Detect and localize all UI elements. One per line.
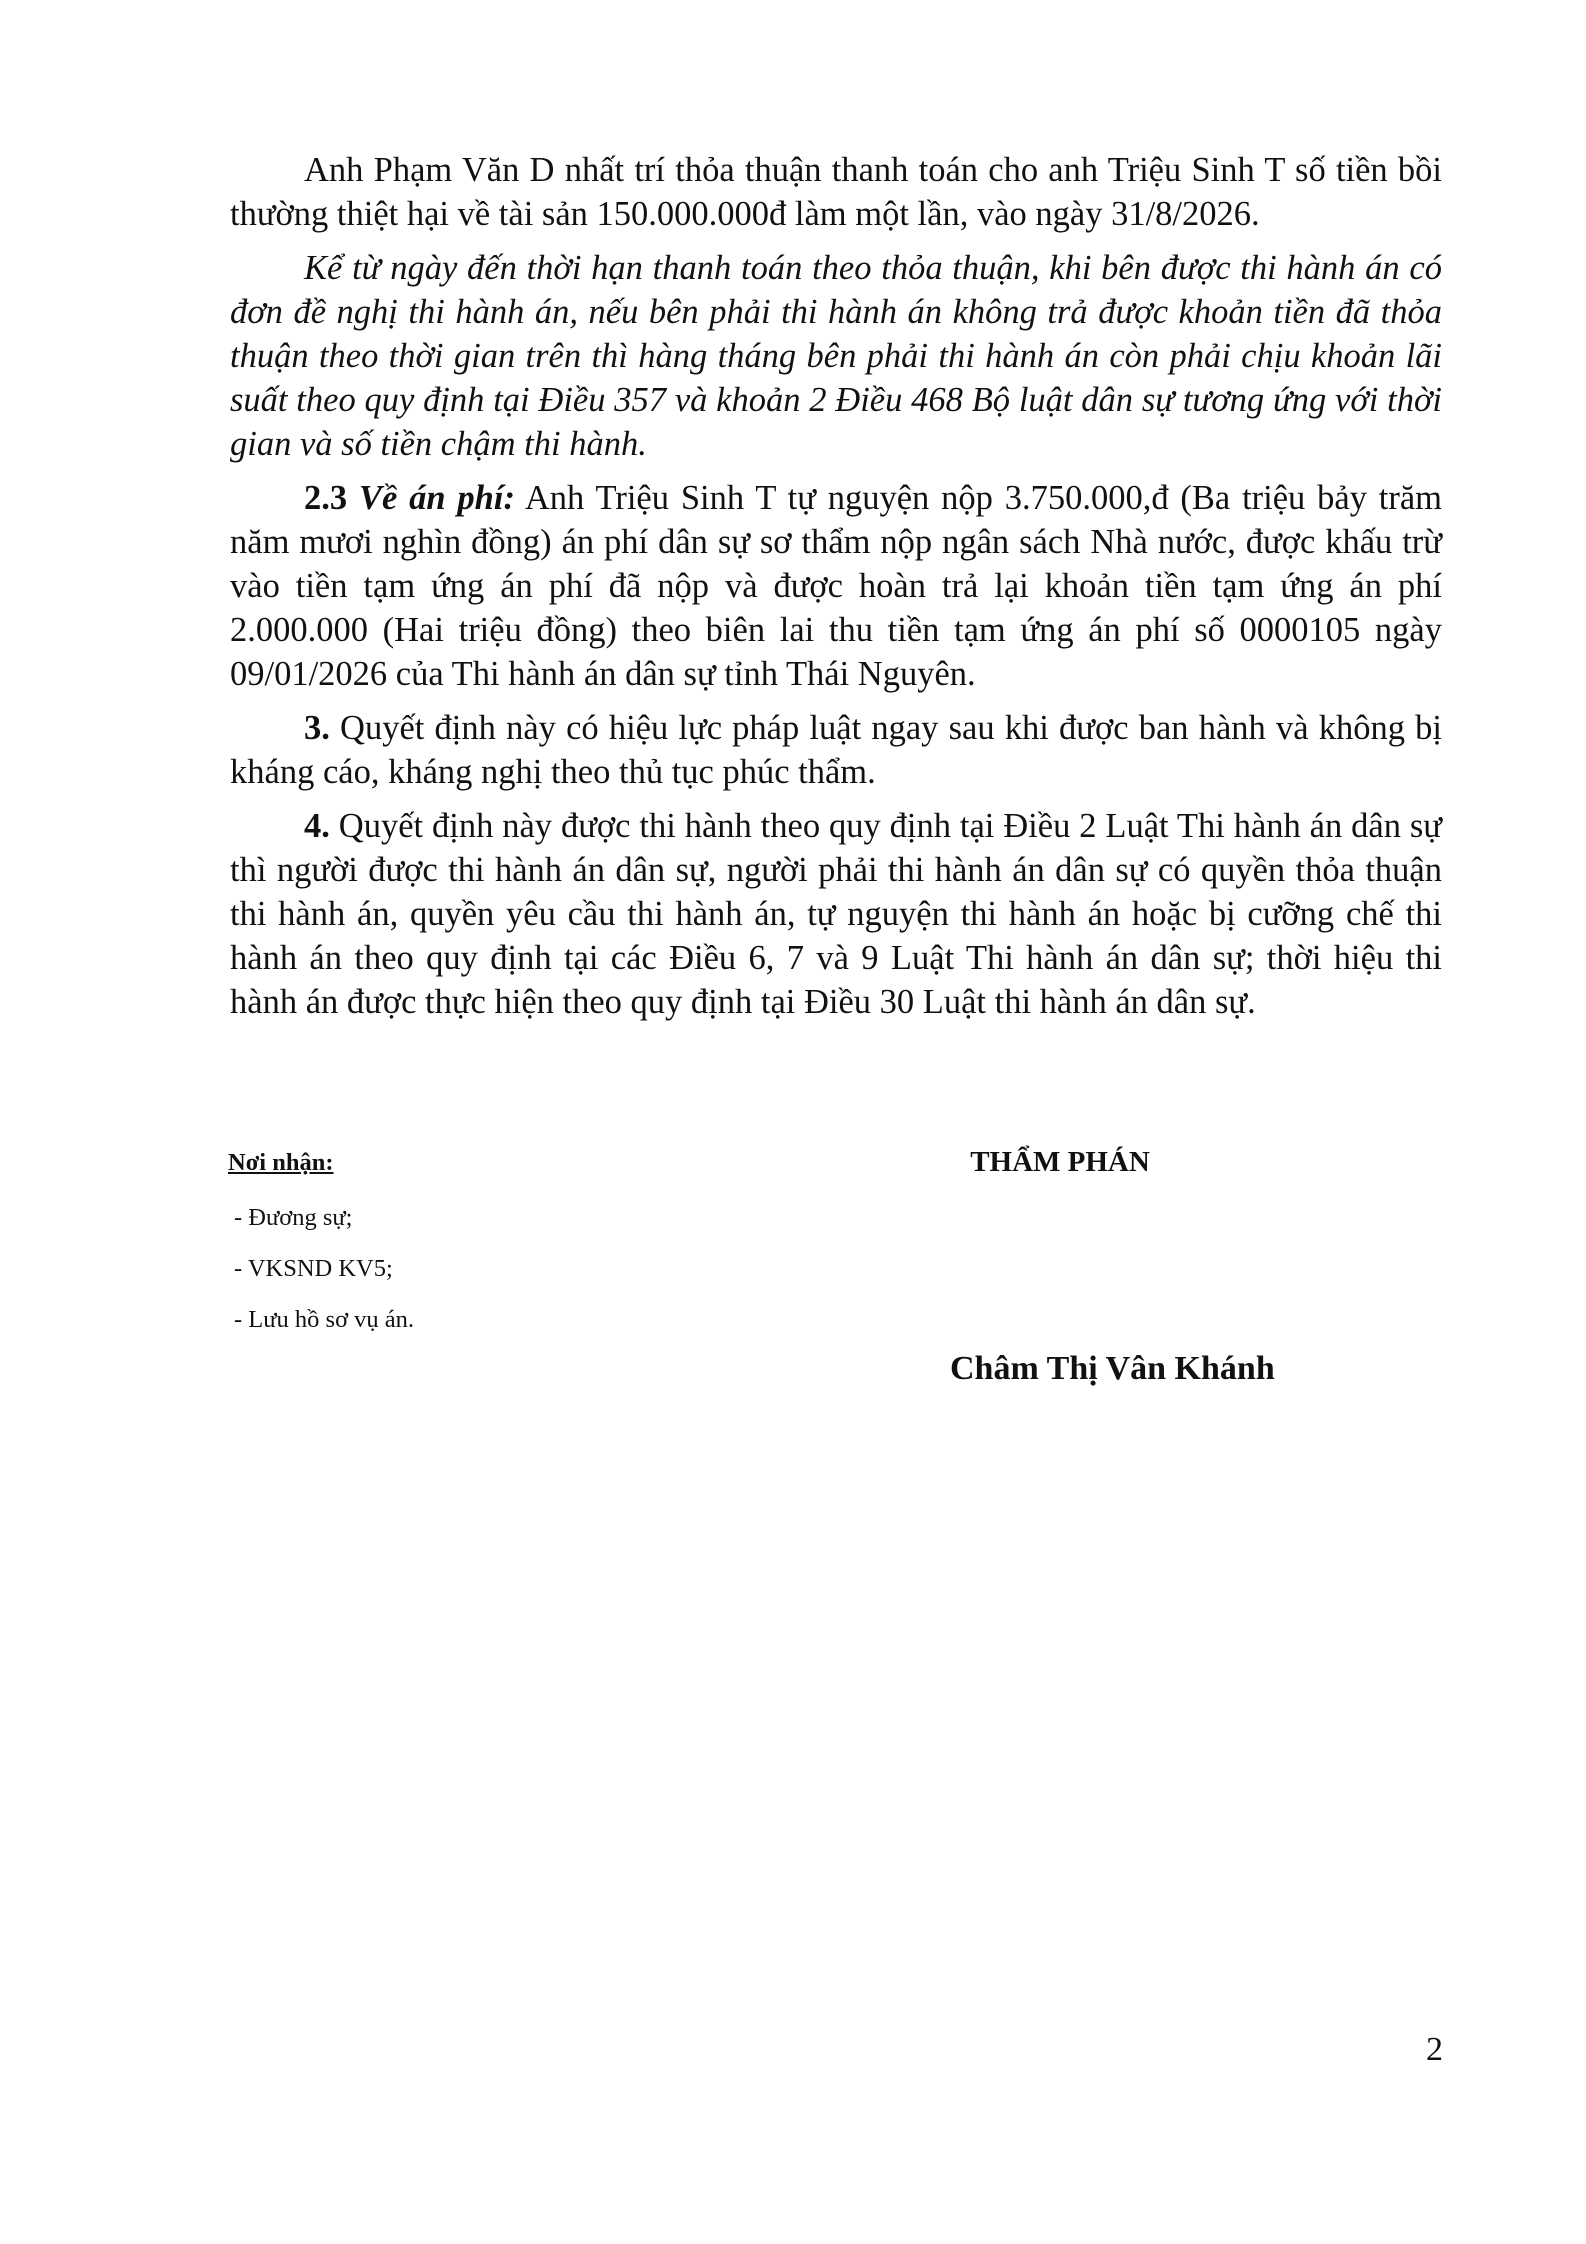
section-text: Anh Triệu Sinh T tự nguyện nộp 3.750.000,đ (Ba triệu bảy trăm năm mươi nghìn đồng) án phí dân sự sơ thẩm nộp ngân sách Nhà nước, được khấu trừ vào tiền tạm ứng án phí đã nộp và được hoàn trả lại khoản tiền tạm ứng án phí 2.000.000 (Hai triệu đồng) theo biên lai thu tiền tạm ứng án phí số 0000105 ngày 09/01/2026 của Thi hành án dân sự tỉnh Thái Nguyên. [230, 479, 1443, 693]
item-number: 3. [304, 709, 330, 747]
judge-name: Châm Thị Vân Khánh [950, 1350, 1275, 1387]
paragraph-payment-agreement: Anh Phạm Văn D nhất trí thỏa thuận thanh toán cho anh Triệu Sinh T số tiền bồi thường thiệt hại về tài sản 150.000.000đ làm một lần, vào ngày 31/8/2026. [230, 151, 1442, 233]
item-text: Quyết định này có hiệu lực pháp luật ngay sau khi được ban hành và không bị kháng cáo, kháng nghị theo thủ tục phúc thẩm. [230, 709, 1442, 791]
recipient-item: - Đương sự; [234, 1204, 353, 1231]
section-colon: : [503, 479, 515, 517]
item-text: Quyết định này được thi hành theo quy định tại Điều 2 Luật Thi hành án dân sự thì người được thi hành án dân sự, người phải thi hành án dân sự có quyền thỏa thuận thi hành án, quyền yêu cầu thi hành án, tự nguyện thi hành án hoặc bị cưỡng chế thi hành án theo quy định tại các Điều 6, 7 và 9 Luật Thi hành án dân sự; thời hiệu thi hành án được thực hiện theo quy định tại Điều 30 Luật thi hành án dân sự. [230, 807, 1442, 1021]
paragraph-court-fee [230, 476, 1442, 696]
paragraph-effectiveness [230, 706, 1442, 794]
recipient-item: - VKSND KV5; [234, 1255, 393, 1282]
judge-title: THẨM PHÁN [970, 1146, 1150, 1178]
section-title: Về án phí [358, 479, 504, 517]
paragraph-interest-clause: Kể từ ngày đến thời hạn thanh toán theo thỏa thuận, khi bên được thi hành án có đơn đề nghị thi hành án, nếu bên phải thi hành án không trả được khoản tiền đã thỏa thuận theo thời gian trên thì hàng tháng bên phải thi hành án còn phải chịu khoản lãi suất theo quy định tại Điều 357 và khoản 2 Điều 468 Bộ luật dân sự tương ứng với thời gian và số tiền chậm thi hành. [230, 249, 1442, 463]
recipients-block [228, 1148, 828, 1356]
recipients-title: Nơi nhận: [228, 1149, 334, 1176]
page-number: 2 [1426, 2031, 1443, 2068]
paragraph-enforcement [230, 804, 1442, 1024]
section-number: 2.3 [304, 479, 348, 517]
item-number: 4. [304, 807, 330, 845]
document-body [230, 148, 1442, 1034]
recipient-item: - Lưu hồ sơ vụ án. [234, 1306, 415, 1333]
